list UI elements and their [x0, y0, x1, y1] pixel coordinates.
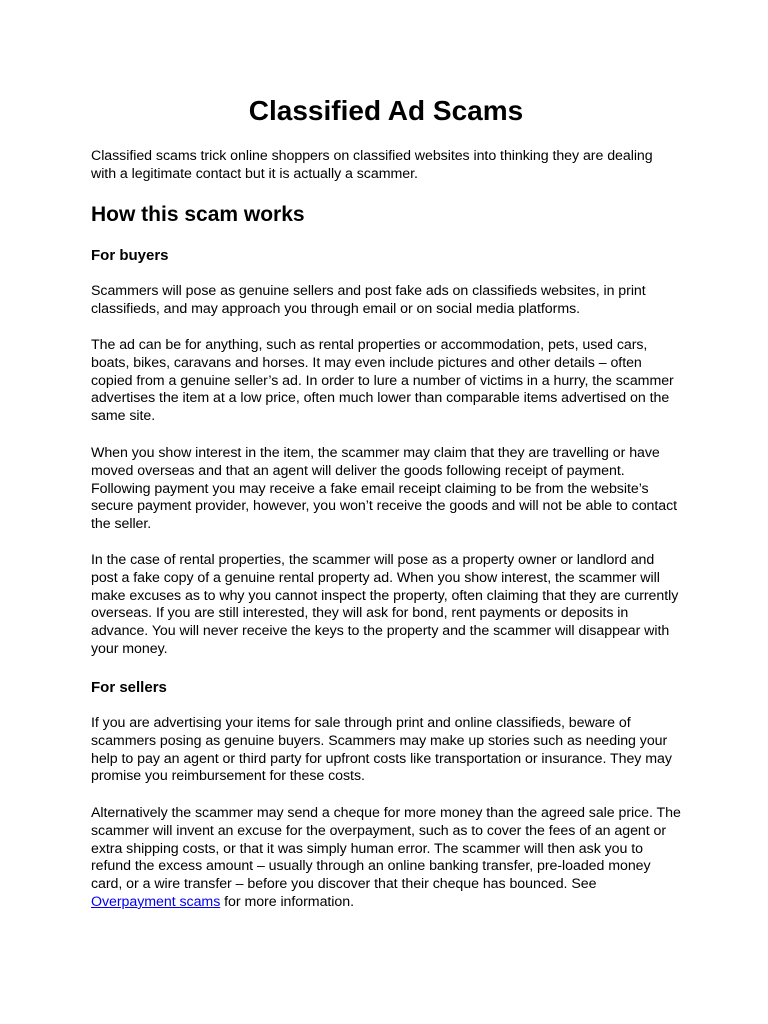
sellers-paragraph-1: If you are advertising your items for sale through print and online classifieds, beware of scammers posing as genuine buyers. Scammers may make up stories such as needing your help to pay an agent or third party for upfront costs like transportation or insurance. They may promise you reimbursement for these costs. — [91, 715, 672, 785]
buyers-heading: For buyers — [91, 247, 169, 264]
sellers-heading: For sellers — [91, 679, 167, 696]
buyers-paragraph-4: In the case of rental properties, the scammer will pose as a property owner or landlord and post a fake copy of a genuine rental property ad. When you show interest, the scammer will make excuses as to why you cannot inspect the property, often claiming that they are currently overseas. If you are still interested, they will ask for bond, rent payments or deposits in advance. You will never receive the keys to the property and the scammer will disappear with your money. — [91, 552, 679, 657]
buyers-paragraph-2: The ad can be for anything, such as rental properties or accommodation, pets, used cars, boats, bikes, caravans and horses. It may even include pictures and other details – often copied from a genuine seller’s ad. In order to lure a number of victims in a hurry, the scammer advertises the item at a low price, often much lower than comparable items advertised on the same site. — [91, 337, 674, 425]
sellers-paragraph-2 — [91, 805, 681, 912]
buyers-paragraph-3: When you show interest in the item, the scammer may claim that they are travelling or have moved overseas and that an agent will deliver the goods following receipt of payment. Following payment you may receive a fake email receipt claiming to be from the website’s secure payment provider, however, you won’t receive the goods and will not be able to contact the seller. — [91, 445, 678, 533]
sellers-paragraph-2-text: Alternatively the scammer may send a cheque for more money than the agreed sale price. The scammer will invent an excuse for the overpayment, such as to cover the fees of an agent or extra shipping costs, or that it was simply human error. The scammer will then ask you to refund the excess amount – usually through an online banking transfer, pre-loaded money card, or a wire transfer – before you discover that their cheque has bounced. See — [91, 805, 681, 893]
intro-paragraph: Classified scams trick online shoppers on classified websites into thinking they are dealing with a legitimate contact but it is actually a scammer. — [91, 148, 653, 182]
sellers-paragraph-2-tail: for more information. — [220, 893, 354, 910]
section-heading: How this scam works — [91, 203, 305, 226]
overpayment-scams-link[interactable]: Overpayment scams — [91, 893, 221, 910]
page-title: Classified Ad Scams — [248, 95, 524, 126]
buyers-paragraph-1: Scammers will pose as genuine sellers and post fake ads on classifieds websites, in print classifieds, and may approach you through email or on social media platforms. — [91, 283, 646, 317]
